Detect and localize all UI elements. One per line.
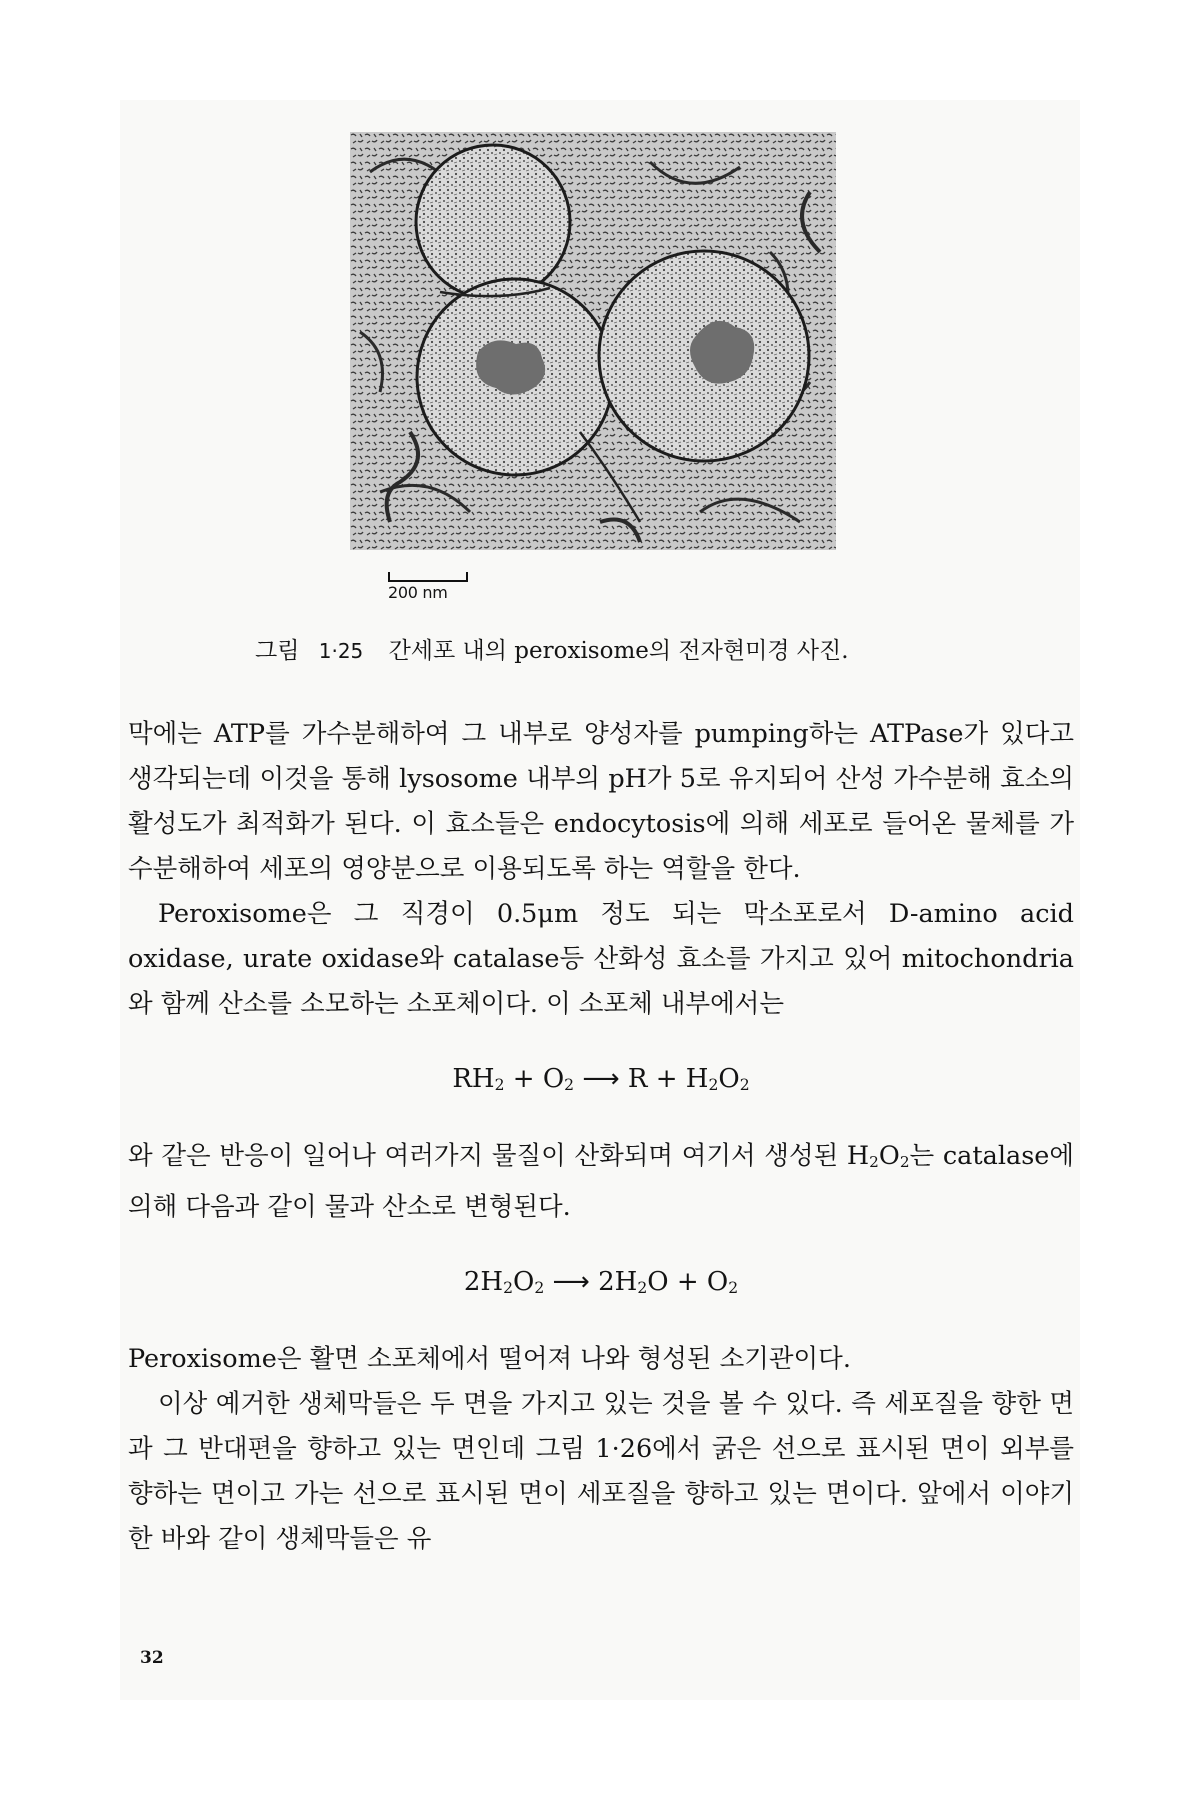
para3-text: 는 catalase에 의해 다음과 같이 물과 산소로 변형된다. xyxy=(128,1141,1075,1222)
eq2-subscript: 2 xyxy=(534,1279,545,1297)
eq1-term: + O xyxy=(504,1064,565,1094)
eq2-subscript: 2 xyxy=(728,1279,739,1297)
para3-subscript: 2 xyxy=(869,1153,879,1171)
eq1-subscript: 2 xyxy=(708,1076,719,1094)
scale-bar-line xyxy=(388,572,468,582)
caption-number: 1·25 xyxy=(318,639,364,663)
micrograph-figure xyxy=(350,132,836,550)
eq2-subscript: 2 xyxy=(503,1279,514,1297)
paragraph-1: 막에는 ATP를 가수분해하여 그 내부로 양성자를 pumping하는 ATPase가 있다고 생각되는데 이것을 통해 lysosome 내부의 pH가 5로 유지되어 산성 가수분해 효소의 활성도가 최적화가 된다. 이 효소들은 endocytosis에 의해 세포로 들어온 물체를 가수분해하여 세포의 영양분으로 이용되도록 하는 역할을 한다. xyxy=(128,719,1074,884)
paragraph-4: Peroxisome은 활면 소포체에서 떨어져 나와 형성된 소기관이다. xyxy=(128,1344,851,1374)
eq1-term: RH xyxy=(452,1064,495,1094)
scale-bar-label: 200 nm xyxy=(388,583,448,602)
paragraph-3 xyxy=(128,1134,1074,1230)
scale-bar xyxy=(388,572,468,602)
para3-text: O xyxy=(878,1141,900,1171)
eq2-term: O + O xyxy=(647,1267,729,1297)
page-number: 32 xyxy=(140,1648,164,1668)
eq1-term: R + H xyxy=(627,1064,709,1094)
eq2-term: 2H xyxy=(463,1267,504,1297)
figure-caption xyxy=(255,632,849,665)
eq2-term: O xyxy=(513,1267,535,1297)
reaction-arrow: ⟶ xyxy=(574,1064,628,1094)
eq1-subscript: 2 xyxy=(739,1076,750,1094)
paragraph-5: 이상 예거한 생체막들은 두 면을 가지고 있는 것을 볼 수 있다. 즉 세포질을 향한 면과 그 반대편을 향하고 있는 면인데 그림 1·26에서 굵은 선으로 표시된 면이 외부를 향하는 면이고 가는 선으로 표시된 면이 세포질을 향하고 있는 면이다. 앞에서 이야기한 바와 같이 생체막들은 유 xyxy=(128,1389,1074,1554)
eq2-term: 2H xyxy=(598,1267,638,1297)
caption-text: 간세포 내의 peroxisome의 전자현미경 사진. xyxy=(388,638,849,664)
equation-2 xyxy=(128,1260,1074,1311)
caption-label: 그림 xyxy=(255,638,300,664)
para3-subscript: 2 xyxy=(899,1153,910,1171)
equation-1 xyxy=(128,1057,1074,1108)
reaction-arrow: ⟶ xyxy=(544,1267,599,1297)
body-text xyxy=(128,712,1074,1562)
paragraph-2: Peroxisome은 그 직경이 0.5μm 정도 되는 막소포로서 D-amino acid oxidase, urate oxidase와 catalase등 산화성 효소를 가지고 있어 mitochondria와 함께 산소를 소모하는 소포체이다. 이 소포체 내부에서는 xyxy=(128,899,1074,1019)
eq2-subscript: 2 xyxy=(637,1279,648,1297)
eq1-subscript: 2 xyxy=(494,1076,505,1094)
eq1-term: O xyxy=(718,1064,740,1094)
eq1-subscript: 2 xyxy=(564,1076,575,1094)
para3-text: 와 같은 반응이 일어나 여러가지 물질이 산화되며 여기서 생성된 H xyxy=(128,1141,870,1171)
